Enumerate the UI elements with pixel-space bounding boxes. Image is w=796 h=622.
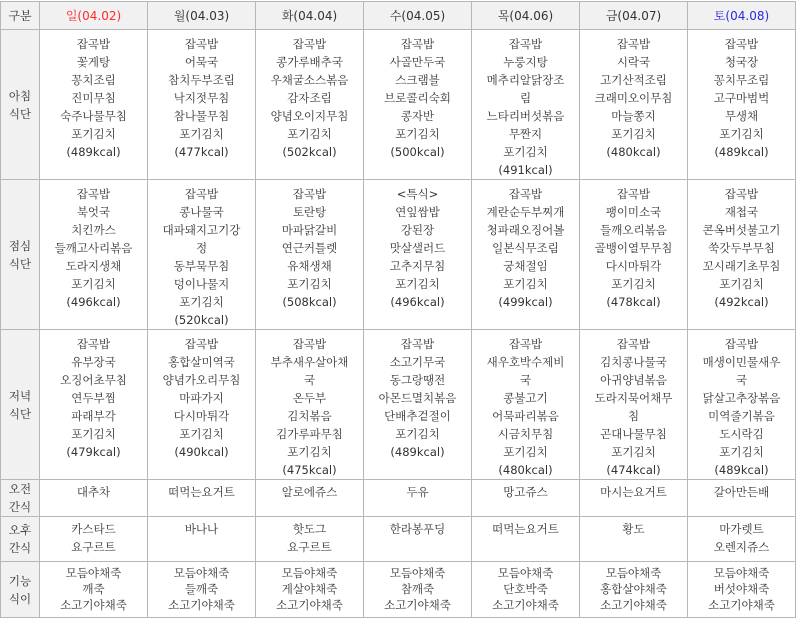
breakfast-cell-tuesday [256, 30, 364, 180]
menu-body [1, 30, 796, 618]
menu-item: 포기김치 [71, 277, 116, 291]
menu-item: 포기김치 [719, 445, 764, 459]
menu-item: 참깨죽 [400, 582, 435, 596]
breakfast-cell-sunday [40, 30, 148, 180]
menu-item: 양념가오리무침 [162, 373, 241, 387]
row-label-line: 기능 [8, 573, 32, 588]
afternoon-snack-cell-thursday [472, 517, 580, 562]
dinner-cell-sunday [40, 330, 148, 480]
row-label-line: 오전 [8, 482, 32, 496]
menu-item: 사골만두국 [389, 55, 446, 69]
menu-item: 팽이미소국 [605, 205, 662, 219]
menu-item: 마파가지 [179, 391, 224, 405]
menu-item: 카스타드 [71, 522, 116, 536]
menu-item: 쑥갓두부무침 [708, 241, 775, 255]
calorie-text: (492kcal) [714, 295, 769, 309]
row-label-line: 점심 [8, 238, 32, 253]
menu-item: 참치두부조림 [168, 73, 235, 87]
day-header-monday: 월(04.03) [148, 2, 256, 30]
menu-item: 우채굴소스볶음 [270, 73, 349, 87]
breakfast-cell-monday [148, 30, 256, 180]
menu-item: 대추차 [76, 485, 111, 499]
menu-item: 국 [735, 373, 748, 387]
menu-item: 잡곡밥 [616, 337, 651, 351]
menu-item: 시금치무침 [497, 427, 554, 441]
menu-item: 시락국 [616, 55, 651, 69]
menu-item: 참나물무침 [173, 109, 230, 123]
row-label-afternoon-snack [1, 517, 40, 562]
menu-item: 포기김치 [611, 127, 656, 141]
menu-item: 일본식무조림 [492, 241, 559, 255]
calorie-text: (489kcal) [714, 145, 769, 159]
dinner-row [1, 330, 796, 480]
row-label-line: 오후 [8, 523, 32, 537]
menu-item: 포기김치 [503, 145, 548, 159]
menu-item: 치킨까스 [71, 223, 116, 237]
lunch-cell-friday [580, 180, 688, 330]
lunch-cell-thursday [472, 180, 580, 330]
menu-item: 아몬드멸치볶음 [378, 391, 457, 405]
day-header-saturday: 토(04.08) [688, 2, 796, 30]
row-label-line: 간식 [8, 541, 32, 555]
menu-item: 홍합살미역국 [168, 355, 235, 369]
menu-item: 콘옥버섯불고기 [702, 223, 781, 237]
row-label-dinner [1, 330, 40, 480]
menu-item: 갈아만든배 [713, 485, 770, 499]
menu-item: 김치콩나물국 [600, 355, 667, 369]
calorie-text: (496kcal) [66, 295, 121, 309]
functional-diet-cell-thursday [472, 562, 580, 618]
menu-item: 잡곡밥 [508, 337, 543, 351]
menu-item: 파래부각 [71, 409, 116, 423]
menu-item: 잡곡밥 [400, 337, 435, 351]
menu-item: 잡곡밥 [292, 37, 327, 51]
calorie-text: (496kcal) [390, 295, 445, 309]
menu-item: 새우호박수제비 [486, 355, 565, 369]
menu-item: 스크램블 [395, 73, 440, 87]
morning-snack-cell-thursday [472, 480, 580, 517]
menu-item: 국 [519, 373, 532, 387]
menu-item: 닭살고추장볶음 [702, 391, 781, 405]
menu-item: 포기김치 [719, 127, 764, 141]
menu-item: 한라봉푸딩 [389, 522, 446, 536]
menu-item: 골뱅이열무무침 [594, 241, 673, 255]
menu-item: 소고기야채죽 [708, 598, 775, 612]
morning-snack-row [1, 480, 796, 517]
menu-item: 포기김치 [287, 445, 332, 459]
menu-item: 연잎쌈밥 [395, 205, 440, 219]
menu-item: 메추리알닭장조 [486, 73, 565, 87]
menu-item: 버섯야채죽 [713, 582, 770, 596]
row-label-functional-diet [1, 562, 40, 618]
menu-item: 동그랑땡전 [389, 373, 446, 387]
calorie-text: (475kcal) [282, 463, 337, 477]
menu-item: 북엇국 [76, 205, 111, 219]
lunch-cell-wednesday [364, 180, 472, 330]
menu-item: 도라지생채 [65, 259, 122, 273]
menu-item: 고구마범벅 [713, 91, 770, 105]
menu-item: 핫도그 [292, 522, 327, 536]
menu-item: 잡곡밥 [76, 337, 111, 351]
day-header-tuesday: 화(04.04) [256, 2, 364, 30]
menu-item: 어묵국 [184, 55, 219, 69]
calorie-text: (474kcal) [606, 463, 661, 477]
menu-item: 포기김치 [395, 127, 440, 141]
breakfast-cell-wednesday [364, 30, 472, 180]
menu-item: 알로에쥬스 [281, 485, 338, 499]
row-label-line: 아침 [8, 88, 32, 103]
calorie-text: (490kcal) [174, 445, 229, 459]
menu-item: 강된장 [400, 223, 435, 237]
dinner-cell-wednesday [364, 330, 472, 480]
menu-item: 잡곡밥 [184, 37, 219, 51]
menu-item: 정 [195, 241, 208, 255]
row-label-lunch [1, 180, 40, 330]
dinner-cell-monday [148, 330, 256, 480]
menu-item: 미역줄기볶음 [708, 409, 775, 423]
calorie-text: (489kcal) [66, 145, 121, 159]
menu-item: 들깨오리볶음 [600, 223, 667, 237]
row-label-line: 간식 [8, 500, 32, 514]
corner-header: 구분 [1, 2, 40, 30]
menu-item: 꼬시래기초무침 [702, 259, 781, 273]
menu-item: 잡곡밥 [724, 37, 759, 51]
menu-item: 동부묵무침 [173, 259, 230, 273]
calorie-text: (489kcal) [714, 463, 769, 477]
menu-item: 부추새우살아채 [270, 355, 349, 369]
menu-item: 들깨고사리볶음 [54, 241, 133, 255]
breakfast-cell-thursday [472, 30, 580, 180]
menu-item: 고기산적조림 [600, 73, 667, 87]
morning-snack-cell-sunday [40, 480, 148, 517]
menu-item: 숙주나물무침 [60, 109, 127, 123]
menu-item: 온두부 [292, 391, 327, 405]
menu-item: 잡곡밥 [508, 187, 543, 201]
menu-item: 모듬야채죽 [605, 566, 662, 580]
dinner-cell-thursday [472, 330, 580, 480]
menu-item: 바나나 [184, 522, 219, 536]
menu-item: 소고기야채죽 [384, 598, 451, 612]
calorie-text: (477kcal) [174, 145, 229, 159]
menu-item: 잡곡밥 [508, 37, 543, 51]
menu-item: 아귀양념볶음 [600, 373, 667, 387]
calorie-text: (502kcal) [282, 145, 337, 159]
afternoon-snack-cell-wednesday [364, 517, 472, 562]
day-header-thursday: 목(04.06) [472, 2, 580, 30]
menu-item: 잡곡밥 [76, 37, 111, 51]
menu-item: 다시마튀각 [605, 259, 662, 273]
menu-item: 포기김치 [503, 277, 548, 291]
breakfast-row [1, 30, 796, 180]
menu-item: 잡곡밥 [724, 187, 759, 201]
calorie-text: (491kcal) [498, 163, 553, 177]
menu-item: 모듬야채죽 [281, 566, 338, 580]
menu-item: 소고기야채죽 [168, 598, 235, 612]
menu-item: 연근커틀렛 [281, 241, 338, 255]
menu-item: 도시락김 [719, 427, 764, 441]
menu-item: 잡곡밥 [616, 187, 651, 201]
afternoon-snack-cell-saturday [688, 517, 796, 562]
morning-snack-cell-monday [148, 480, 256, 517]
functional-diet-cell-friday [580, 562, 688, 618]
lunch-cell-monday [148, 180, 256, 330]
menu-item: 잡곡밥 [184, 187, 219, 201]
lunch-cell-sunday [40, 180, 148, 330]
menu-item: 포기김치 [395, 427, 440, 441]
row-label-line: 식단 [8, 106, 32, 121]
menu-item: 잡곡밥 [400, 37, 435, 51]
menu-item: 브로콜리숙회 [384, 91, 451, 105]
menu-item: 망고쥬스 [503, 485, 548, 499]
menu-item: 꽁치무조림 [713, 73, 770, 87]
menu-item: 떠먹는요거트 [492, 522, 559, 536]
calorie-text: (520kcal) [174, 313, 229, 327]
menu-item: 소고기무국 [389, 355, 446, 369]
functional-diet-cell-tuesday [256, 562, 364, 618]
menu-item: 크래미오이무침 [594, 91, 673, 105]
menu-item: 요구르트 [71, 540, 116, 554]
calorie-text: (500kcal) [390, 145, 445, 159]
day-header-sunday: 일(04.02) [40, 2, 148, 30]
menu-item: 림 [519, 91, 532, 105]
menu-item: 무짠지 [508, 127, 543, 141]
afternoon-snack-cell-tuesday [256, 517, 364, 562]
menu-item: 양념오이지무침 [270, 109, 349, 123]
menu-item: 포기김치 [179, 127, 224, 141]
afternoon-snack-row [1, 517, 796, 562]
menu-item: 연두부찜 [71, 391, 116, 405]
menu-item: 매생이민물새우 [702, 355, 781, 369]
menu-item: 김치볶음 [287, 409, 332, 423]
menu-item: 잡곡밥 [184, 337, 219, 351]
menu-item: 콩나물국 [179, 205, 224, 219]
menu-item: 유부장국 [71, 355, 116, 369]
afternoon-snack-cell-friday [580, 517, 688, 562]
menu-item: 포기김치 [611, 445, 656, 459]
menu-item: 계란순두부찌개 [486, 205, 565, 219]
menu-item: 청파래오징어볼 [486, 223, 565, 237]
menu-item: 도라지묵어채무 [594, 391, 673, 405]
menu-item: 소고기야채죽 [600, 598, 667, 612]
menu-item: 포기김치 [71, 427, 116, 441]
menu-item: 소고기야채죽 [492, 598, 559, 612]
weekly-meal-table [0, 1, 796, 618]
menu-item: 떠먹는요거트 [168, 485, 235, 499]
menu-item: 마늘쫑지 [611, 109, 656, 123]
menu-item: 유채생채 [287, 259, 332, 273]
menu-item: 포기김치 [179, 295, 224, 309]
menu-item: 포기김치 [287, 127, 332, 141]
menu-item: 진미무침 [71, 91, 116, 105]
afternoon-snack-cell-monday [148, 517, 256, 562]
menu-item: 침 [627, 409, 640, 423]
day-header-wednesday: 수(04.05) [364, 2, 472, 30]
menu-item: 소고기야채죽 [276, 598, 343, 612]
menu-item: 어묵파리볶음 [492, 409, 559, 423]
lunch-row [1, 180, 796, 330]
breakfast-cell-saturday [688, 30, 796, 180]
menu-item: 누룽지탕 [503, 55, 548, 69]
menu-item: 감자조림 [287, 91, 332, 105]
morning-snack-cell-saturday [688, 480, 796, 517]
calorie-text: (479kcal) [66, 445, 121, 459]
menu-item: 곤대나물무침 [600, 427, 667, 441]
menu-item: 청국장 [724, 55, 759, 69]
menu-item: 국 [303, 373, 316, 387]
menu-item: 오징어초무침 [60, 373, 127, 387]
functional-diet-cell-monday [148, 562, 256, 618]
calorie-text: (480kcal) [498, 463, 553, 477]
menu-item: 포기김치 [179, 427, 224, 441]
functional-diet-cell-wednesday [364, 562, 472, 618]
menu-item: 포기김치 [611, 277, 656, 291]
menu-item: 대파돼지고기강 [162, 223, 241, 237]
menu-item: 잡곡밥 [76, 187, 111, 201]
menu-item: 궁채절임 [503, 259, 548, 273]
row-label-morning-snack [1, 480, 40, 517]
menu-item: 모듬야채죽 [65, 566, 122, 580]
lunch-cell-saturday [688, 180, 796, 330]
menu-item: 느타리버섯볶음 [486, 109, 565, 123]
menu-item: 콩불고기 [503, 391, 548, 405]
menu-item: 고추지무침 [389, 259, 446, 273]
menu-item: 들깨죽 [184, 582, 219, 596]
menu-item: 모듬야채죽 [497, 566, 554, 580]
menu-item: 다시마튀각 [173, 409, 230, 423]
day-header-friday: 금(04.07) [580, 2, 688, 30]
menu-item: 오렌지쥬스 [713, 540, 770, 554]
calorie-text: (480kcal) [606, 145, 661, 159]
functional-diet-cell-saturday [688, 562, 796, 618]
menu-item: 포기김치 [287, 277, 332, 291]
menu-item: 깨죽 [82, 582, 105, 596]
menu-item: 게살야채죽 [281, 582, 338, 596]
dinner-cell-saturday [688, 330, 796, 480]
row-label-line: 식단 [8, 406, 32, 421]
morning-snack-cell-wednesday [364, 480, 472, 517]
lunch-cell-tuesday [256, 180, 364, 330]
menu-item: 단호박죽 [503, 582, 548, 596]
breakfast-cell-friday [580, 30, 688, 180]
menu-item: 포기김치 [719, 277, 764, 291]
menu-item: 마시는요거트 [600, 485, 667, 499]
functional-diet-row [1, 562, 796, 618]
menu-item: 두유 [406, 485, 429, 499]
menu-item: 요구르트 [287, 540, 332, 554]
menu-item: 꽁치조림 [71, 73, 116, 87]
menu-item: 잡곡밥 [292, 187, 327, 201]
functional-diet-cell-sunday [40, 562, 148, 618]
row-label-line: 식이 [8, 591, 32, 606]
menu-item: 무생채 [724, 109, 759, 123]
menu-item: 잡곡밥 [724, 337, 759, 351]
menu-item: 모듬야채죽 [713, 566, 770, 580]
calorie-text: (489kcal) [390, 445, 445, 459]
menu-item: 재첩국 [724, 205, 759, 219]
menu-item: 황도 [622, 522, 645, 536]
menu-item: 마가렛트 [719, 522, 764, 536]
dinner-cell-tuesday [256, 330, 364, 480]
morning-snack-cell-tuesday [256, 480, 364, 517]
calorie-text: (499kcal) [498, 295, 553, 309]
menu-item: 포기김치 [503, 445, 548, 459]
row-label-line: 저녁 [8, 388, 32, 403]
menu-item: 모듬야채죽 [389, 566, 446, 580]
dinner-cell-friday [580, 330, 688, 480]
menu-item: 잡곡밥 [292, 337, 327, 351]
menu-item: 포기김치 [71, 127, 116, 141]
menu-item: 콩가루배추국 [276, 55, 343, 69]
menu-item: 잡곡밥 [616, 37, 651, 51]
menu-item: 포기김치 [395, 277, 440, 291]
row-label-line: 식단 [8, 256, 32, 271]
row-label-breakfast [1, 30, 40, 180]
menu-item: 토란탕 [292, 205, 327, 219]
morning-snack-cell-friday [580, 480, 688, 517]
menu-item: 김가루파무침 [276, 427, 343, 441]
menu-item: 모듬야채죽 [173, 566, 230, 580]
menu-item: 소고기야채죽 [60, 598, 127, 612]
menu-item: <특식> [396, 187, 439, 201]
header-row [1, 2, 796, 30]
calorie-text: (478kcal) [606, 295, 661, 309]
calorie-text: (508kcal) [282, 295, 337, 309]
menu-item: 낙지젓무침 [173, 91, 230, 105]
menu-item: 콩자반 [400, 109, 435, 123]
menu-item: 단배추겉절이 [384, 409, 451, 423]
menu-item: 덩이나물지 [173, 277, 230, 291]
menu-item: 꽃게탕 [76, 55, 111, 69]
menu-item: 마파닭갈비 [281, 223, 338, 237]
menu-item: 맛살샐러드 [389, 241, 446, 255]
afternoon-snack-cell-sunday [40, 517, 148, 562]
menu-item: 홍합살야채죽 [600, 582, 667, 596]
